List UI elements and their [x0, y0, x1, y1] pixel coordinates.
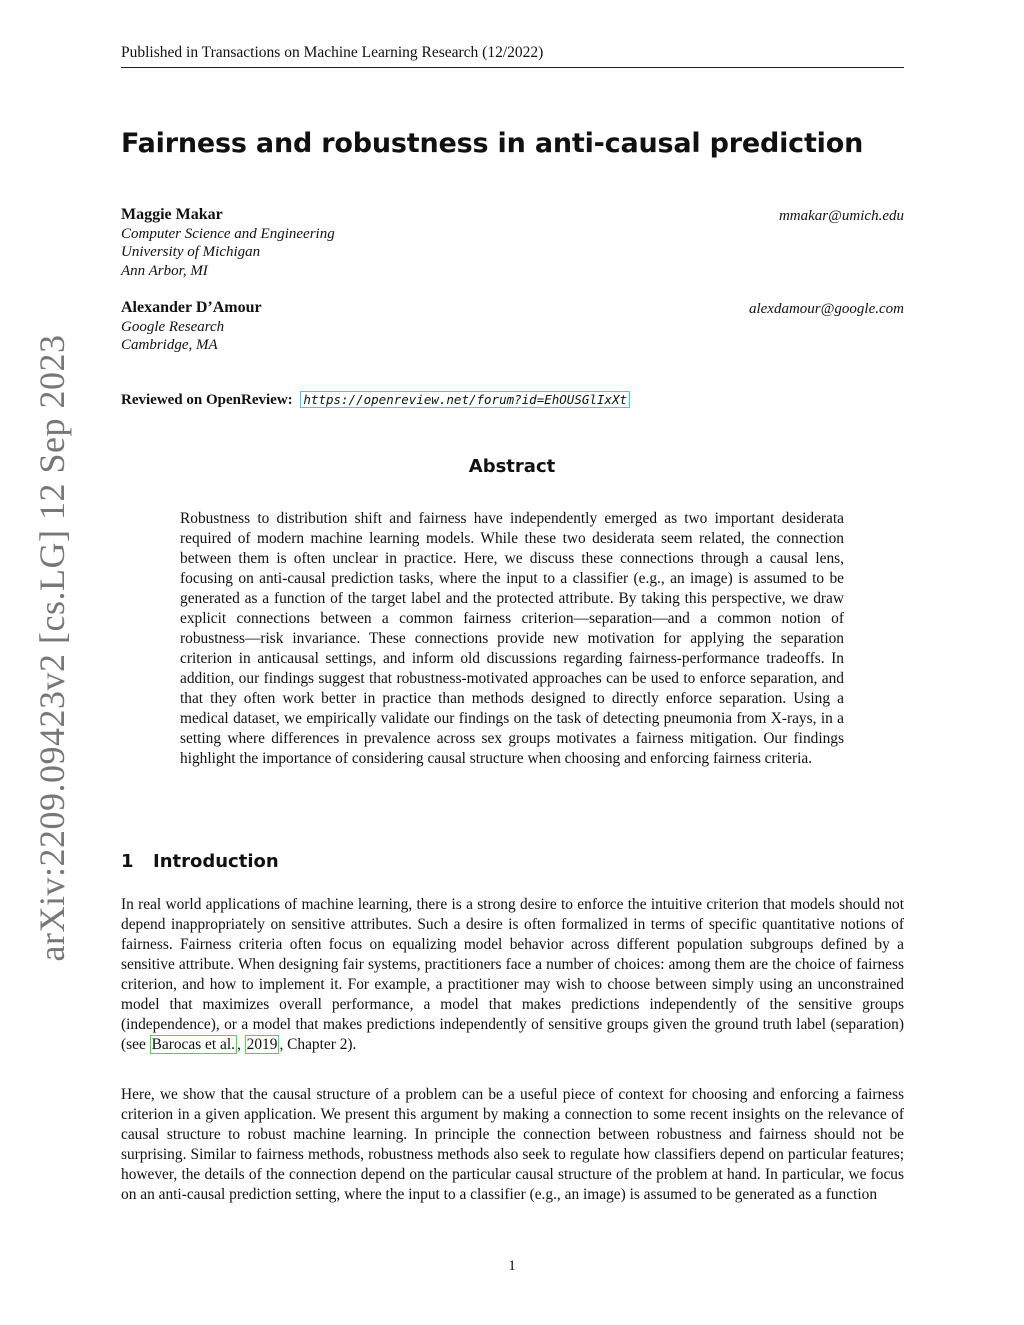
citation-link-authors[interactable]: Barocas et al. — [151, 1036, 235, 1053]
arxiv-identifier-stamp: arXiv:2209.09423v2 [cs.LG] 12 Sep 2023 — [32, 334, 72, 962]
paper-title: Fairness and robustness in anti-causal prediction — [121, 128, 864, 159]
author-email[interactable]: alexdamour@google.com — [748, 301, 904, 317]
section-heading — [121, 851, 279, 872]
running-header: Published in Transactions on Machine Learning Research (12/2022) — [121, 44, 904, 68]
paragraph-text: , Chapter 2). — [279, 1036, 357, 1053]
author-affiliation-line: Google Research — [121, 318, 225, 335]
section-number: 1 — [121, 851, 134, 872]
author-block-1 — [121, 206, 904, 280]
abstract-heading: Abstract — [468, 456, 556, 477]
author-affiliation-line: Cambridge, MA — [121, 337, 218, 353]
page-number: 1 — [508, 1258, 516, 1274]
author-affiliation-line: Ann Arbor, MI — [121, 262, 208, 279]
author-affiliation-line: Computer Science and Engineering — [121, 225, 335, 242]
author-block-2 — [121, 299, 904, 355]
author-name: Maggie Makar — [121, 206, 223, 223]
abstract-text: Robustness to distribution shift and fairness have independently emerged as two important desiderata required of modern machine learning models. While these two desiderata seem related, the connection between them is often unclear in practice. Here, we discuss these connections through a causal lens, focusing on anti-causal prediction tasks, where the input to a classifier (e.g., an image) is assumed to be generated as a function of the target label and the protected attribute. By taking this perspective, we draw explicit connections between a common fairness criterion—separation—and a common notion of robustness—risk invariance. These connections provide new motivation for applying the separation criterion in anticausal settings, and inform old discussions regarding fairness-performance tradeoffs. In addition, our findings suggest that robustness-motivated approaches can be used to enforce separation, and that they often work better in practice than methods designed to directly enforce separation. Using a medical dataset, we empirically validate our findings on the task of detecting pneumonia from X-rays, in a setting where differences in prevalence across sex groups motivates a fairness mitigation. Our findings highlight the importance of considering causal structure when choosing and enforcing fairness criteria. — [180, 510, 844, 767]
intro-paragraph-2: Here, we show that the causal structure of a problem can be a useful piece of context for choosing and enforcing a fairness criterion in a given application. We present this argument by making a connection to some recent insights on the relevance of causal structure to robust machine learning. In principle the connection between robustness and fairness should not be surprising. Similar to fairness methods, robustness methods also seek to regulate how classifiers depend on particular features; however, the details of the connection depend on the particular causal structure of the problem at hand. In particular, we focus on an anti-causal prediction setting, where the input to a classifier (e.g., an image) is assumed to be generated as a function — [121, 1086, 904, 1203]
section-title: Introduction — [153, 851, 279, 872]
review-label: Reviewed on OpenReview: — [121, 392, 293, 408]
author-name: Alexander D’Amour — [121, 299, 262, 316]
paragraph-text: In real world applications of machine learning, there is a strong desire to enforce the intuitive criterion that models should not depend inappropriately on sensitive attributes. Such a desire is often formalized in terms of specific quantitative notions of fairness. Fairness criteria often focus on equalizing model behavior across different population subgroups defined by a sensitive attribute. When designing fair systems, practitioners face a number of choices: among them are the choice of fairness criterion, and how to implement it. For example, a practitioner may wish to choose between simply using an unconstrained model that maximizes overall performance, a model that makes predictions independently of the sensitive groups (independence), or a model that makes predictions independently of sensitive groups given the ground truth label (separation) (see — [121, 896, 904, 1053]
review-line — [121, 392, 630, 409]
intro-paragraph-1 — [121, 895, 904, 1055]
citation-link-year[interactable]: 2019 — [246, 1036, 278, 1053]
author-affiliation-line: University of Michigan — [121, 244, 261, 260]
author-email[interactable]: mmakar@umich.edu — [778, 208, 904, 224]
citation-separator: , — [236, 1036, 245, 1053]
openreview-link[interactable]: https://openreview.net/forum?id=EhOUSGlIxXt — [300, 391, 630, 408]
